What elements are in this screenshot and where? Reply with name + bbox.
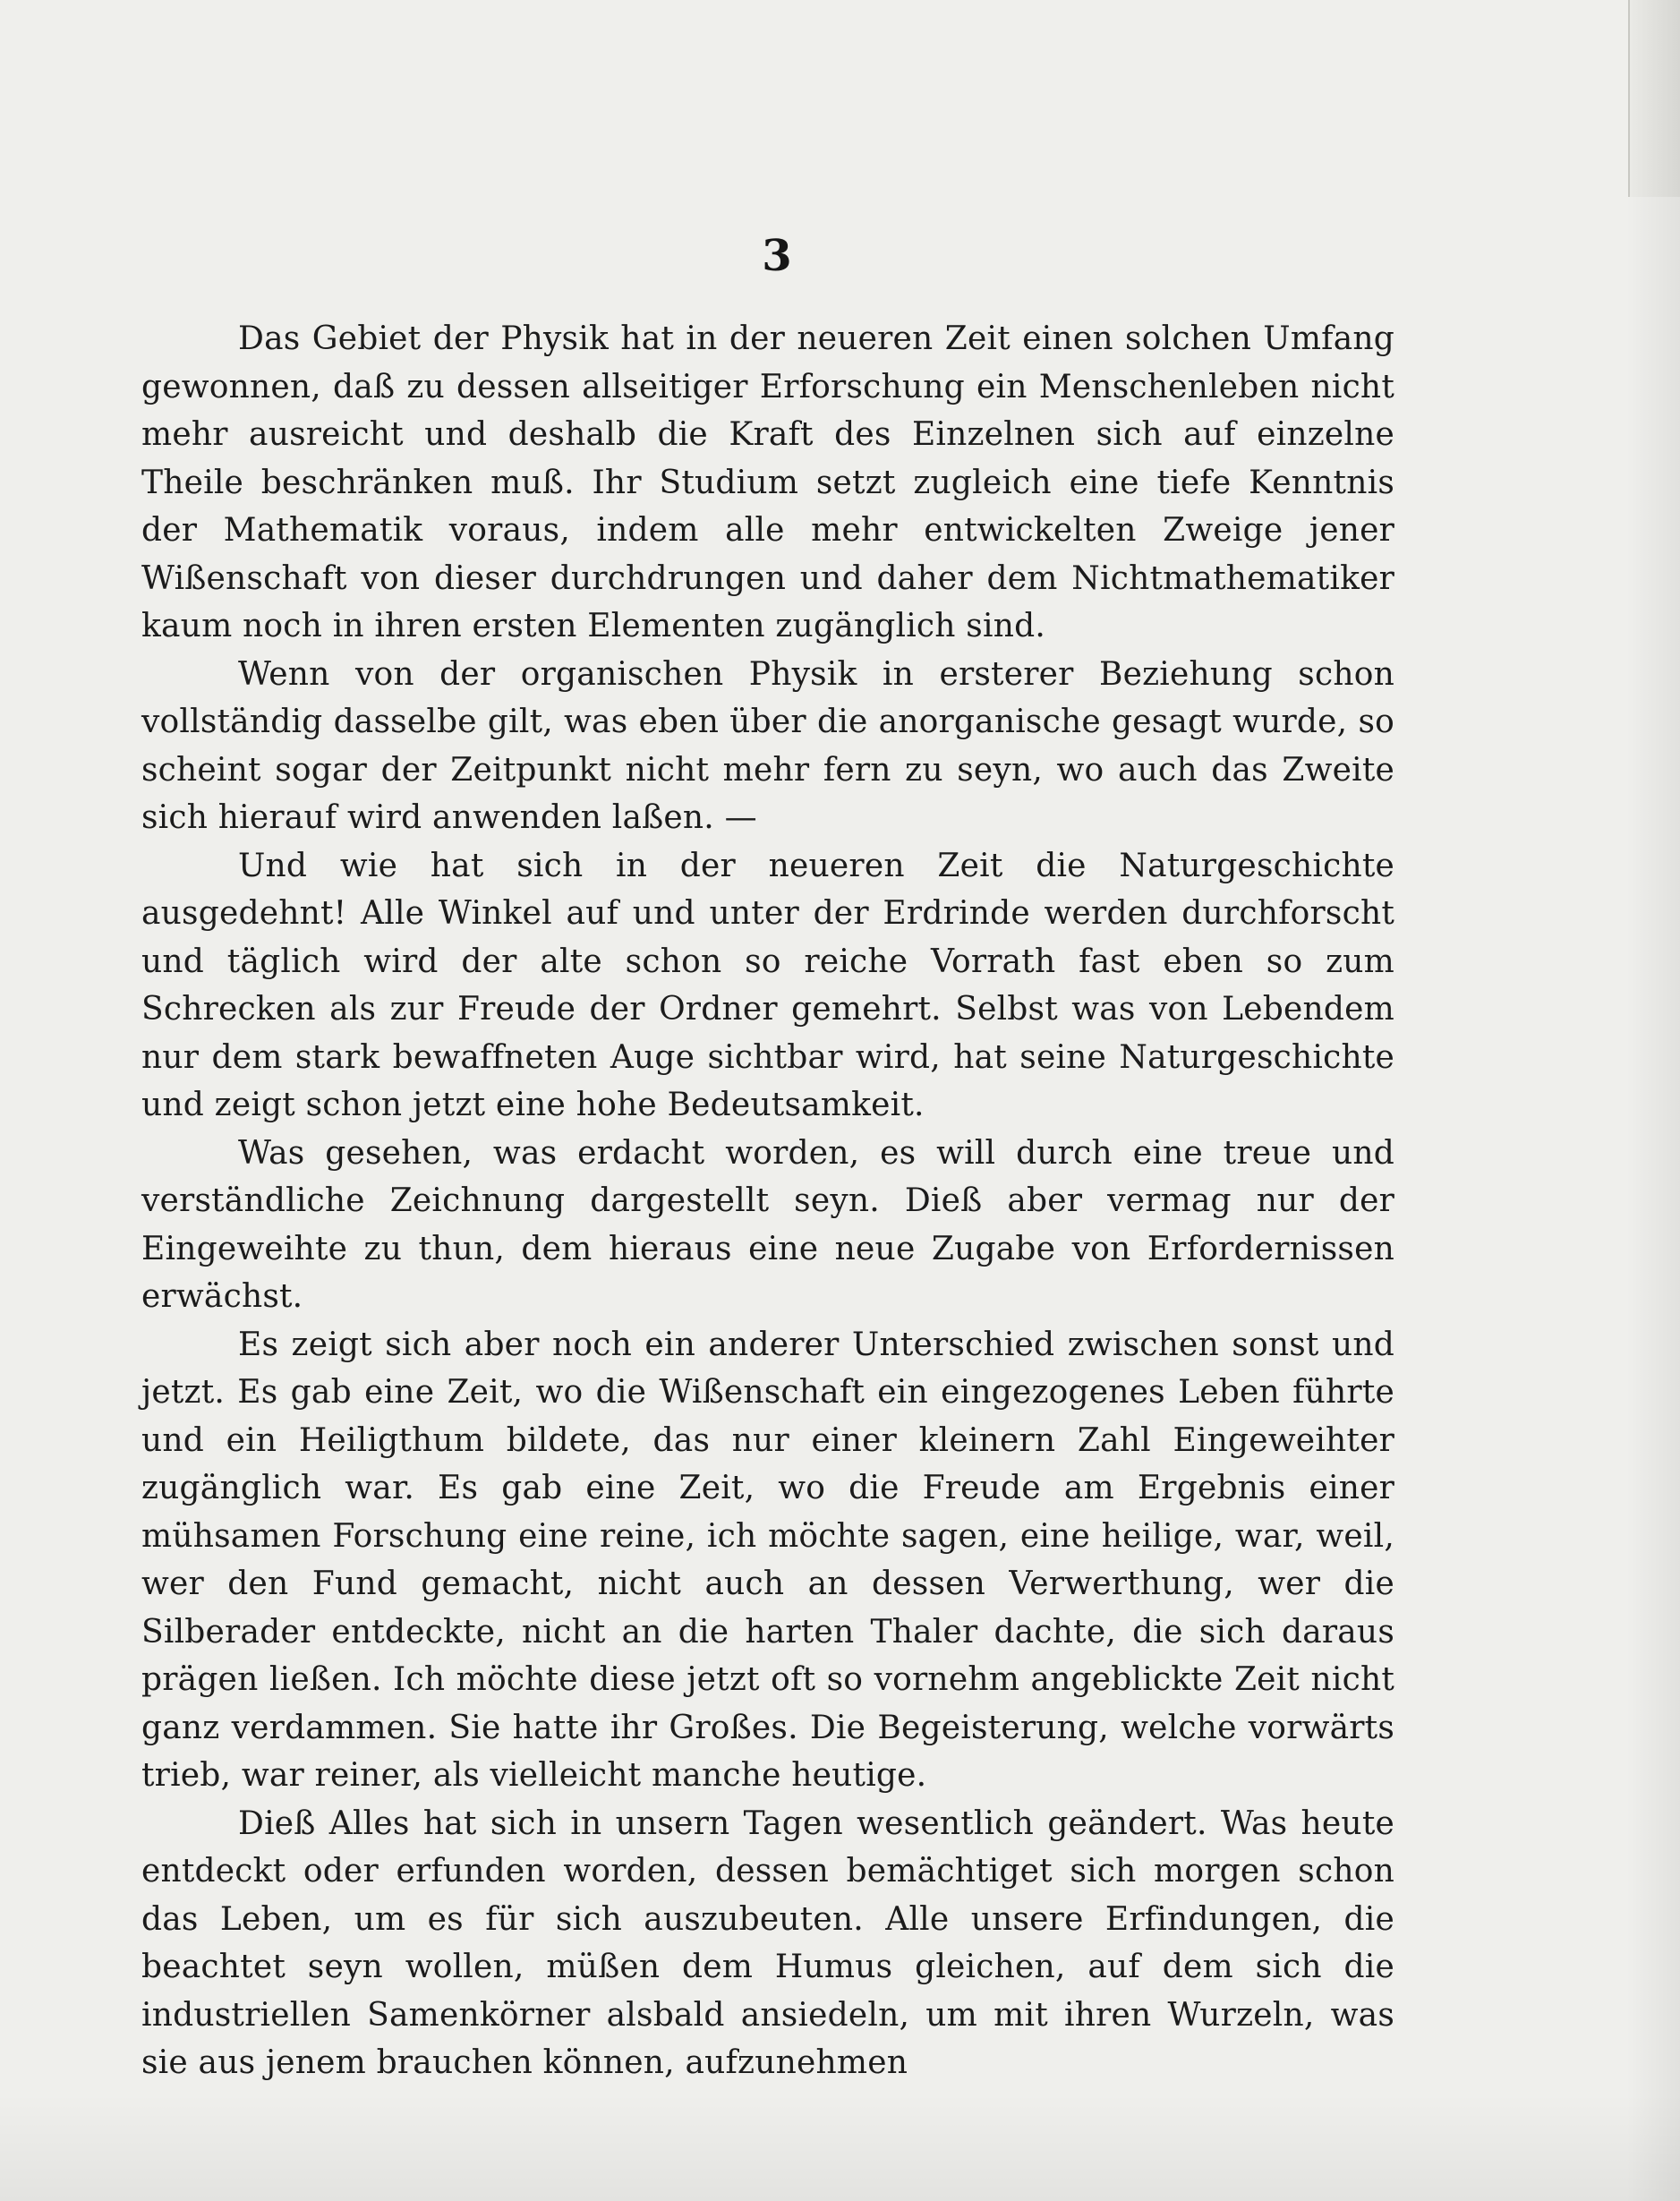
- page-bottom-shade: [0, 2094, 1680, 2201]
- paragraph-1: Das Gebiet der Physik hat in der neueren Zeit einen solchen Umfang gewonnen, daß zu dessen allseitiger Erforschung ein Menschenleben nicht mehr ausreicht und deshalb die Kraft des Einzelnen sich auf einzelne Theile beschränken muß. Ihr Studium setzt zugleich eine tiefe Kenntnis der Mathematik voraus, indem alle mehr entwickelten Zweige jener Wißenschaft von dieser durchdrungen und daher dem Nichtmathematiker kaum noch in ihren ersten Elementen zugänglich sind.: [141, 320, 1394, 644]
- page-edge-shadow: [1626, 0, 1680, 2201]
- paragraph-6: Dieß Alles hat sich in unsern Tagen wesentlich geändert. Was heute entdeckt oder erfunden worden, dessen bemächtiget sich morgen schon das Leben, um es für sich auszubeuten. Alle unsere Erfindungen, die beachtet seyn wollen, müßen dem Humus gleichen, auf dem sich die industriellen Samenkörner alsbald ansiedeln, um mit ihren Wurzeln, was sie aus jenem brauchen können, aufzunehmen: [141, 1804, 1394, 2081]
- page-number: 3: [762, 231, 792, 281]
- paragraph-3: Und wie hat sich in der neueren Zeit die Naturgeschichte ausgedehnt! Alle Winkel auf und unter der Erdrinde werden durchforscht und täglich wird der alte schon so reiche Vorrath fast eben so zum Schrecken als zur Freude der Ordner gemehrt. Selbst was von Lebendem nur dem stark bewaffneten Auge sichtbar wird, hat seine Naturgeschichte und zeigt schon jetzt eine hohe Bedeutsamkeit.: [141, 847, 1394, 1123]
- paragraph-5: Es zeigt sich aber noch ein anderer Unterschied zwischen sonst und jetzt. Es gab eine Zeit, wo die Wißenschaft ein eingezogenes Leben führte und ein Heiligthum bildete, das nur einer kleinern Zahl Eingeweihter zugänglich war. Es gab eine Zeit, wo die Freude am Ergebnis einer mühsamen Forschung eine reine, ich möchte sagen, eine heilige, war, weil, wer den Fund gemacht, nicht auch an dessen Verwerthung, wer die Silberader entdeckte, nicht an die harten Thaler dachte, die sich daraus prägen ließen. Ich möchte diese jetzt oft so vornehm angeblickte Zeit nicht ganz verdammen. Sie hatte ihr Großes. Die Begeisterung, welche vorwärts trieb, war reiner, als vielleicht manche heutige.: [141, 1326, 1394, 1794]
- body-text: [141, 315, 1394, 2087]
- page-corner-fold: [1628, 0, 1680, 197]
- paragraph-4: Was gesehen, was erdacht worden, es will durch eine treue und verständliche Zeichnung dargestellt seyn. Dieß aber vermag nur der Eingeweihte zu thun, dem hieraus eine neue Zugabe von Erfordernissen erwächst.: [141, 1134, 1394, 1315]
- paragraph-2: Wenn von der organischen Physik in ersterer Beziehung schon vollständig dasselbe gilt, was eben über die anorganische gesagt wurde, so scheint sogar der Zeitpunkt nicht mehr fern zu seyn, wo auch das Zweite sich hierauf wird anwenden laßen. —: [141, 655, 1394, 836]
